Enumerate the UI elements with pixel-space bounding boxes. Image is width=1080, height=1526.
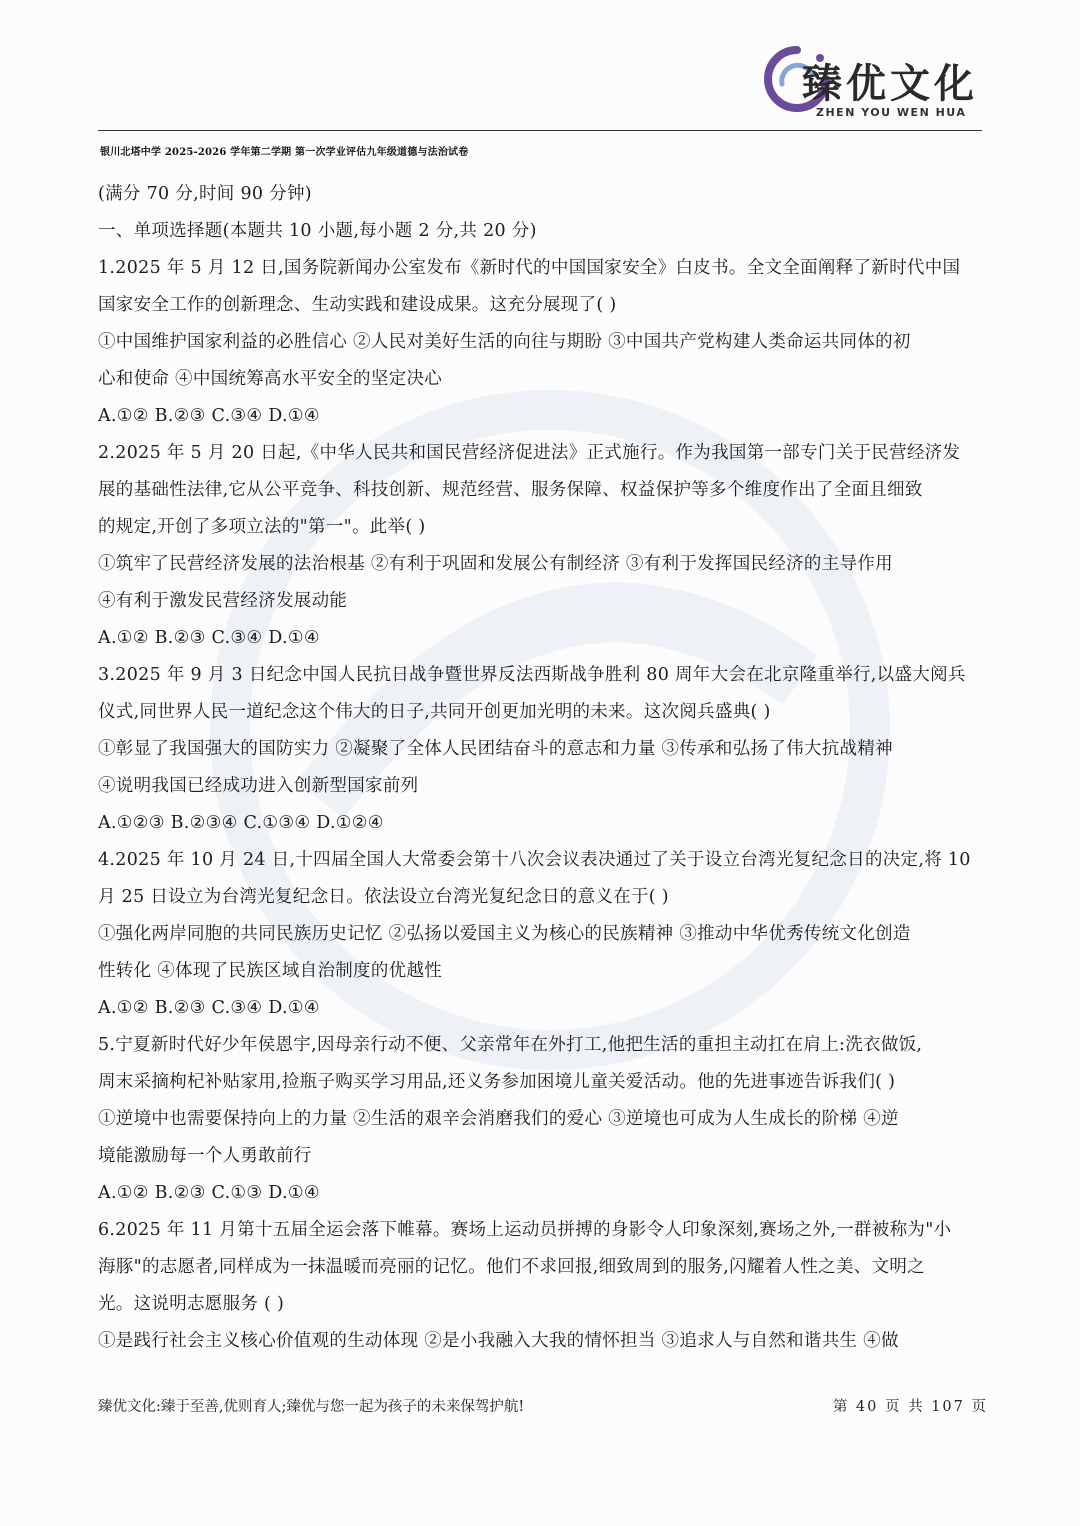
text-line: ①强化两岸同胞的共同民族历史记忆 ②弘扬以爱国主义为核心的民族精神 ③推动中华优秀传统文化创造 bbox=[98, 924, 911, 944]
text-line: 性转化 ④体现了民族区域自治制度的优越性 bbox=[98, 961, 443, 981]
header-divider bbox=[98, 130, 982, 131]
text-line: 国家安全工作的创新理念、生动实践和建设成果。这充分展现了( ) bbox=[98, 295, 617, 315]
text-line: 2.2025 年 5 月 20 日起,《中华人民共和国民营经济促进法》正式施行。作为我国第一部专门关于民营经济发 bbox=[98, 443, 961, 463]
text-line: ④说明我国已经成功进入创新型国家前列 bbox=[98, 776, 419, 796]
text-line: (满分 70 分,时间 90 分钟) bbox=[98, 184, 312, 204]
text-line: 仪式,同世界人民一道纪念这个伟大的日子,共同开创更加光明的未来。这次阅兵盛典( ) bbox=[98, 702, 771, 722]
text-line: 心和使命 ④中国统筹高水平安全的坚定决心 bbox=[98, 369, 443, 389]
text-line: A.①② B.②③ C.③④ D.①④ bbox=[98, 628, 320, 648]
text-line: 展的基础性法律,它从公平竞争、科技创新、规范经营、服务保障、权益保护等多个维度作出了全面且细致 bbox=[98, 480, 923, 500]
text-line: A.①② B.②③ C.③④ D.①④ bbox=[98, 406, 320, 426]
text-line: 周末采摘枸杞补贴家用,捡瓶子购买学习用品,还义务参加困境儿童关爱活动。他的先进事迹告诉我们( ) bbox=[98, 1072, 896, 1092]
text-line: 海豚"的志愿者,同样成为一抹温暖而亮丽的记忆。他们不求回报,细致周到的服务,闪耀着人性之美、文明之 bbox=[98, 1257, 925, 1277]
text-line: A.①② B.②③ C.③④ D.①④ bbox=[98, 998, 320, 1018]
text-line: 月 25 日设立为台湾光复纪念日。依法设立台湾光复纪念日的意义在于( ) bbox=[98, 887, 669, 907]
text-line: 的规定,开创了多项立法的"第一"。此举( ) bbox=[98, 517, 426, 537]
exam-body bbox=[98, 176, 988, 1360]
text-line: 4.2025 年 10 月 24 日,十四届全国人大常委会第十八次会议表决通过了关于设立台湾光复纪念日的决定,将 10 bbox=[98, 850, 971, 870]
text-line: ①彰显了我国强大的国防实力 ②凝聚了全体人民团结奋斗的意志和力量 ③传承和弘扬了伟大抗战精神 bbox=[98, 739, 893, 759]
text-line: ①中国维护国家利益的必胜信心 ②人民对美好生活的向往与期盼 ③中国共产党构建人类命运共同体的初 bbox=[98, 332, 911, 352]
logo-text: 臻优文化 bbox=[802, 60, 978, 107]
logo-subtitle: ZHEN YOU WEN HUA bbox=[816, 106, 967, 119]
text-line: ①是践行社会主义核心价值观的生动体现 ②是小我融入大我的情怀担当 ③追求人与自然和谐共生 ④做 bbox=[98, 1331, 899, 1351]
text-line: ①逆境中也需要保持向上的力量 ②生活的艰辛会消磨我们的爱心 ③逆境也可成为人生成长的阶梯 ④逆 bbox=[98, 1109, 899, 1129]
page-footer bbox=[98, 1394, 988, 1420]
text-line: A.①②③ B.②③④ C.①③④ D.①②④ bbox=[98, 813, 384, 833]
text-line: 3.2025 年 9 月 3 日纪念中国人民抗日战争暨世界反法西斯战争胜利 80 周年大会在北京隆重举行,以盛大阅兵 bbox=[98, 665, 966, 685]
text-line: 一、单项选择题(本题共 10 小题,每小题 2 分,共 20 分) bbox=[98, 221, 537, 241]
exam-title: 银川北塔中学 2025-2026 学年第二学期 第一次学业评估九年级道德与法治试卷 bbox=[100, 147, 469, 158]
text-line: 5.宁夏新时代好少年侯恩宇,因母亲行动不便、父亲常年在外打工,他把生活的重担主动扛在肩上:洗衣做饭, bbox=[98, 1035, 923, 1055]
text-line: 6.2025 年 11 月第十五届全运会落下帷幕。赛场上运动员拼搏的身影令人印象深刻,赛场之外,一群被称为"小 bbox=[98, 1220, 952, 1240]
text-line: ①筑牢了民营经济发展的法治根基 ②有利于巩固和发展公有制经济 ③有利于发挥国民经济的主导作用 bbox=[98, 554, 893, 574]
footer-slogan: 臻优文化:臻于至善,优则育人;臻优与您一起为孩子的未来保驾护航! bbox=[98, 1399, 525, 1415]
text-line: 1.2025 年 5 月 12 日,国务院新闻办公室发布《新时代的中国国家安全》白皮书。全文全面阐释了新时代中国 bbox=[98, 258, 961, 278]
page-number: 第 40 页 共 107 页 bbox=[832, 1399, 988, 1415]
text-line: ④有利于激发民营经济发展动能 bbox=[98, 591, 348, 611]
brand-logo bbox=[762, 44, 982, 130]
text-line: A.①② B.②③ C.①③ D.①④ bbox=[98, 1183, 320, 1203]
text-line: 光。这说明志愿服务 ( ) bbox=[98, 1294, 285, 1314]
text-line: 境能激励每一个人勇敢前行 bbox=[98, 1146, 312, 1166]
